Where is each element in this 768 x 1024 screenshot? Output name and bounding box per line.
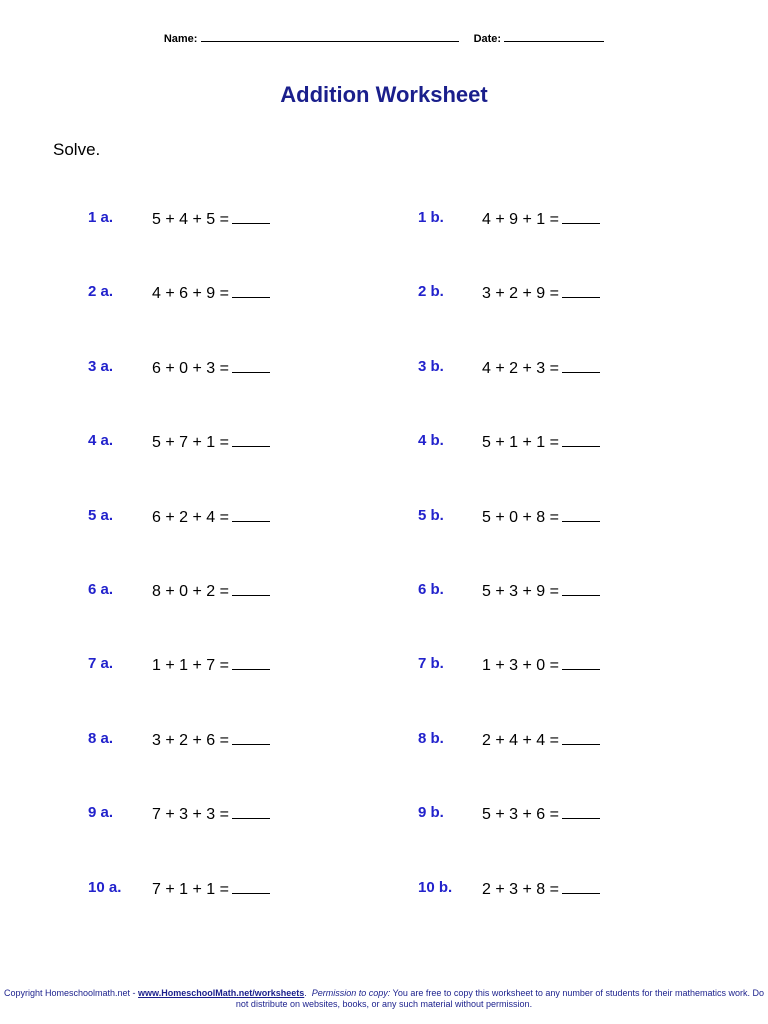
problem-expression — [482, 358, 600, 378]
expression-text: 6 + 2 + 4 = — [152, 508, 229, 526]
expression-text: 1 + 3 + 0 = — [482, 657, 559, 675]
problem-number: 8 b. — [418, 729, 444, 747]
name-blank-line — [201, 30, 459, 42]
problem-expression — [482, 507, 600, 527]
problem-expression — [482, 432, 600, 452]
problem-expression — [152, 358, 270, 378]
problem-expression — [152, 209, 270, 229]
problem-number: 2 b. — [418, 283, 444, 301]
footer — [0, 988, 768, 1010]
problem-expression — [152, 655, 270, 675]
answer-blank[interactable] — [232, 655, 270, 670]
problem-number: 4 a. — [88, 432, 114, 450]
problem-row — [0, 728, 768, 758]
problem-number: 8 a. — [88, 729, 114, 747]
problem-expression — [482, 730, 600, 750]
answer-blank[interactable] — [232, 730, 270, 745]
answer-blank[interactable] — [562, 507, 600, 522]
expression-text: 5 + 7 + 1 = — [152, 434, 229, 452]
name-label: Name: — [163, 33, 198, 45]
expression-text: 1 + 1 + 7 = — [152, 657, 229, 675]
problem-expression — [482, 209, 600, 229]
problem-number: 6 a. — [88, 581, 114, 598]
expression-text: 4 + 6 + 9 = — [152, 285, 229, 303]
expression-text: 3 + 2 + 9 = — [482, 285, 559, 303]
answer-blank[interactable] — [232, 283, 270, 298]
instruction-text: Solve. — [53, 140, 101, 159]
expression-text: 7 + 3 + 3 = — [152, 806, 229, 824]
problem-row — [0, 207, 768, 237]
problem-expression — [152, 432, 270, 452]
expression-text: 5 + 4 + 5 = — [152, 211, 229, 228]
footer-period: . — [304, 988, 307, 998]
problem-row — [0, 877, 768, 907]
answer-blank[interactable] — [562, 432, 600, 447]
problem-row — [0, 430, 768, 460]
answer-blank[interactable] — [562, 804, 600, 819]
expression-text: 6 + 0 + 3 = — [152, 359, 229, 377]
problem-number: 5 a. — [88, 506, 114, 524]
problem-expression — [152, 283, 270, 303]
problem-number: 10 b. — [418, 878, 453, 896]
problem-row — [0, 281, 768, 311]
problem-expression — [152, 804, 270, 824]
expression-text: 5 + 1 + 1 = — [482, 434, 559, 452]
problem-number: 4 b. — [418, 432, 444, 450]
expression-text: 4 + 9 + 1 = — [482, 211, 559, 228]
problem-expression — [482, 879, 600, 899]
answer-blank[interactable] — [562, 879, 600, 894]
problem-number: 6 b. — [418, 581, 444, 598]
problem-expression — [152, 879, 270, 899]
answer-blank[interactable] — [232, 581, 270, 596]
footer-link[interactable]: www.HomeschoolMath.net/worksheets — [138, 988, 305, 998]
problem-number: 10 a. — [88, 878, 122, 896]
problem-number: 3 a. — [88, 357, 114, 375]
answer-blank[interactable] — [562, 655, 600, 670]
problem-row — [0, 356, 768, 386]
problem-expression — [152, 507, 270, 527]
expression-text: 4 + 2 + 3 = — [482, 359, 559, 377]
answer-blank[interactable] — [232, 804, 270, 819]
expression-text: 3 + 2 + 6 = — [152, 731, 229, 749]
answer-blank[interactable] — [562, 358, 600, 373]
problem-number: 1 b. — [418, 209, 444, 226]
expression-text: 2 + 4 + 4 = — [482, 731, 559, 749]
problem-number: 1 a. — [88, 209, 114, 226]
problem-expression — [152, 730, 270, 750]
answer-blank[interactable] — [232, 358, 270, 373]
problem-number: 9 a. — [88, 804, 114, 822]
answer-blank[interactable] — [232, 432, 270, 447]
problem-expression — [152, 581, 270, 601]
problem-expression — [482, 655, 600, 675]
problem-expression — [482, 283, 600, 303]
expression-text: 8 + 0 + 2 = — [152, 583, 229, 600]
problem-number: 5 b. — [418, 506, 444, 524]
problem-number: 3 b. — [418, 357, 444, 375]
expression-text: 2 + 3 + 8 = — [482, 880, 559, 898]
answer-blank[interactable] — [562, 209, 600, 224]
problem-number: 9 b. — [418, 804, 444, 822]
expression-text: 7 + 1 + 1 = — [152, 880, 229, 898]
problem-number: 7 b. — [418, 655, 444, 673]
footer-copyright: Copyright Homeschoolmath.net - — [3, 988, 139, 998]
worksheet-title: Addition Worksheet — [280, 82, 488, 107]
problem-number: 7 a. — [88, 655, 114, 673]
problem-row — [0, 579, 768, 609]
expression-text: 5 + 3 + 9 = — [482, 583, 559, 600]
footer-permission-label: Permission to copy: — [311, 988, 391, 998]
problem-number: 2 a. — [88, 283, 114, 301]
problem-expression — [482, 804, 600, 824]
answer-blank[interactable] — [562, 283, 600, 298]
worksheet-header — [0, 30, 768, 45]
footer-permission-text: You are free to copy this worksheet to any number of students for their mathematics work. Do not distribute on websites, books, or any such material without permission. — [235, 988, 764, 1009]
answer-blank[interactable] — [232, 879, 270, 894]
problem-row — [0, 802, 768, 832]
problem-expression — [482, 581, 600, 601]
answer-blank[interactable] — [562, 581, 600, 596]
answer-blank[interactable] — [232, 209, 270, 224]
expression-text: 5 + 0 + 8 = — [482, 508, 559, 526]
problem-row — [0, 505, 768, 535]
date-label: Date: — [473, 33, 502, 45]
answer-blank[interactable] — [562, 730, 600, 745]
date-blank-line — [504, 30, 604, 42]
answer-blank[interactable] — [232, 507, 270, 522]
expression-text: 5 + 3 + 6 = — [482, 806, 559, 824]
problem-row — [0, 653, 768, 683]
